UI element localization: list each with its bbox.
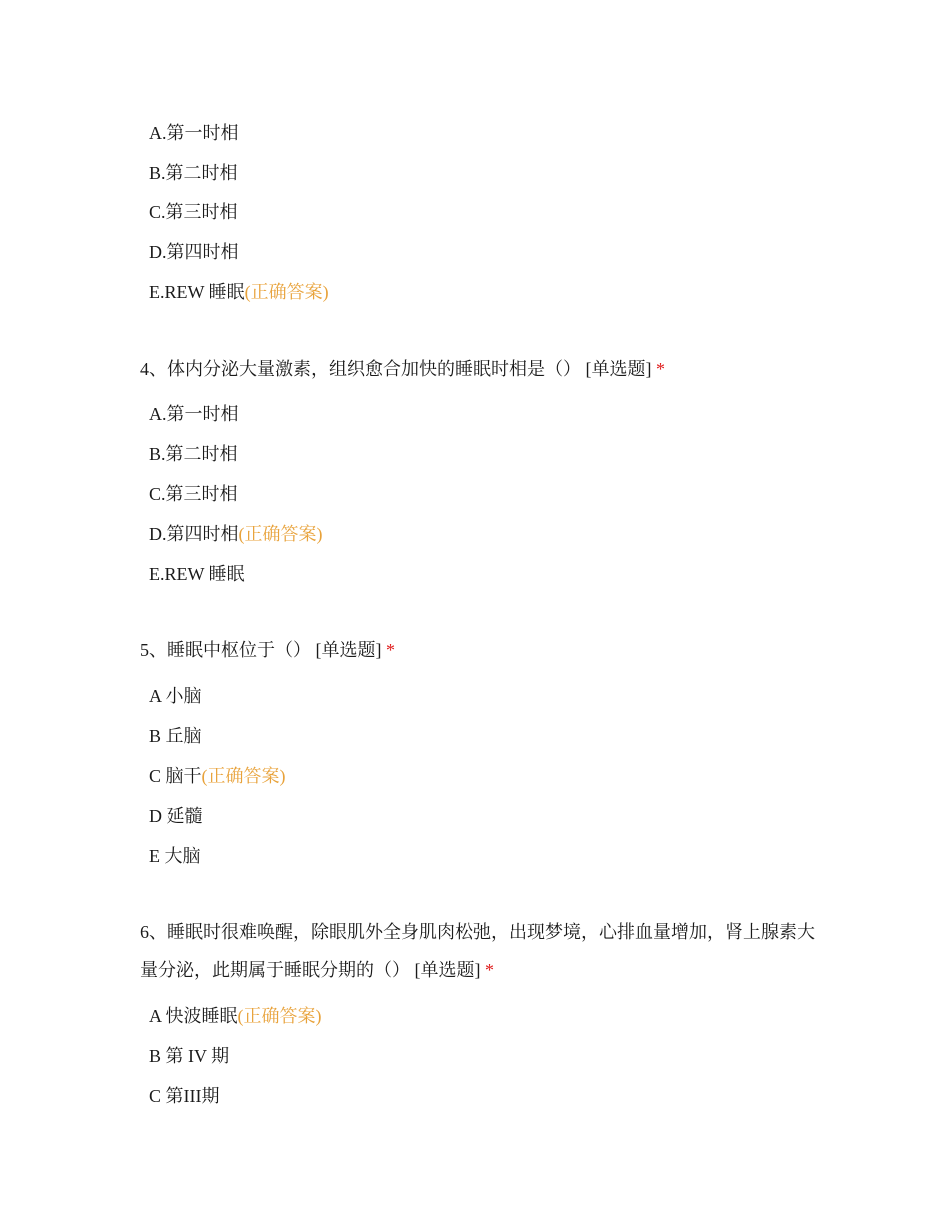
q5-option-b: B 丘脑 — [149, 726, 202, 746]
q5-type: [单选题] — [315, 640, 382, 660]
q3-option-c: C.第三时相 — [149, 202, 238, 222]
q4-question — [140, 350, 820, 388]
q5-option-a: A 小脑 — [149, 686, 202, 706]
q4-option-b: B.第二时相 — [149, 444, 238, 464]
q3-option-e: E.REW 睡眠(正确答案) — [149, 282, 329, 302]
q5-option-c: C 脑干(正确答案) — [149, 766, 286, 786]
q5-title: 5、睡眠中枢位于（） — [140, 640, 311, 660]
q6-title: 6、睡眠时很难唤醒，除眼肌外全身肌肉松弛，出现梦境，心排血量增加，肾上腺素大量分泌，此期属于睡眠分期的（） — [140, 922, 815, 980]
q4-type: [单选题] — [585, 359, 652, 379]
q4-title: 4、体内分泌大量激素，组织愈合加快的睡眠时相是（） — [140, 359, 581, 379]
q4-option-a: A.第一时相 — [149, 404, 239, 424]
q6-question — [140, 913, 820, 989]
required-mark: * — [386, 640, 395, 660]
q4-option-d: D.第四时相(正确答案) — [149, 524, 323, 544]
q3-option-a: A.第一时相 — [149, 123, 239, 143]
q6-type: [单选题] — [414, 960, 481, 980]
q5-option-d: D 延髓 — [149, 806, 203, 826]
required-mark: * — [485, 960, 494, 980]
q3-option-b: B.第二时相 — [149, 163, 238, 183]
q4-option-c: C.第三时相 — [149, 484, 238, 504]
q6-option-c: C 第III期 — [149, 1086, 220, 1106]
correct-answer-marker: (正确答案) — [201, 766, 286, 786]
required-mark: * — [656, 359, 665, 379]
q3-option-d: D.第四时相 — [149, 242, 239, 262]
q4-option-e: E.REW 睡眠 — [149, 564, 245, 584]
q5-question — [140, 631, 820, 669]
q6-option-b: B 第 IV 期 — [149, 1046, 230, 1066]
correct-answer-marker: (正确答案) — [244, 282, 329, 302]
q5-option-e: E 大脑 — [149, 846, 201, 866]
correct-answer-marker: (正确答案) — [237, 1006, 322, 1026]
correct-answer-marker: (正确答案) — [238, 524, 323, 544]
q6-option-a: A 快波睡眠(正确答案) — [149, 1006, 322, 1026]
